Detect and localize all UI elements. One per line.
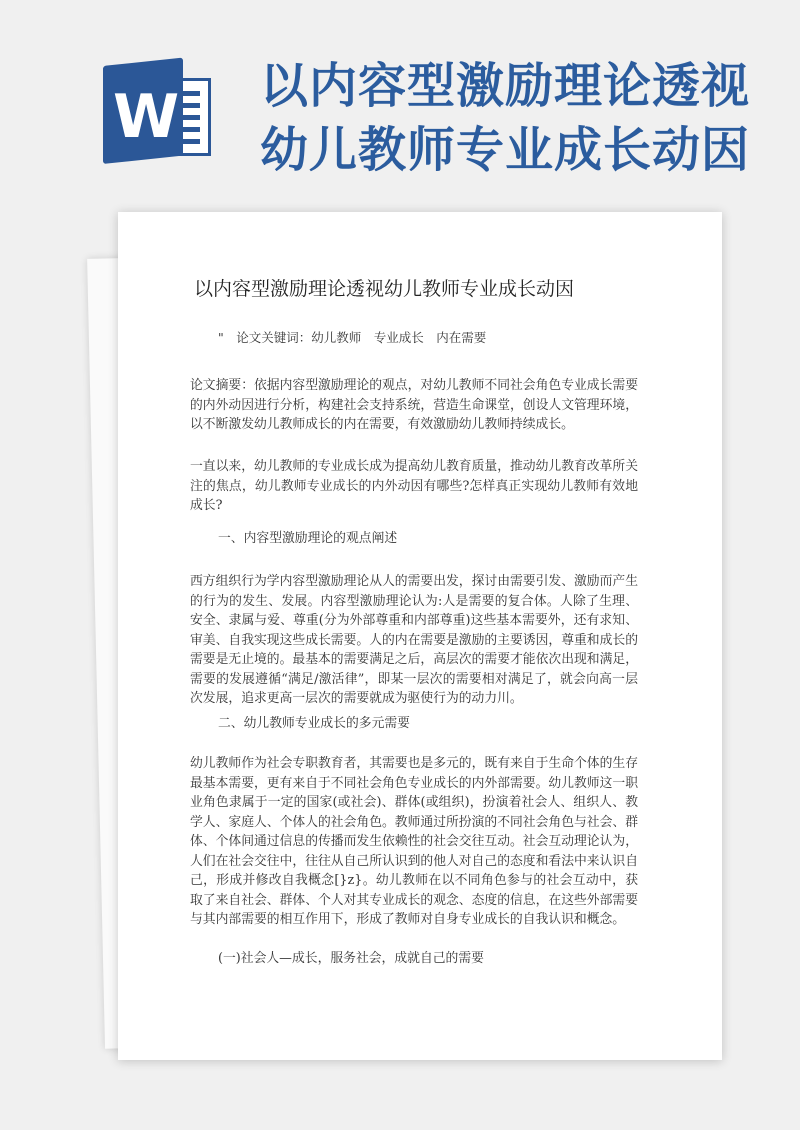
- intro-paragraph: 一直以来，幼儿教师的专业成长成为提高幼儿教育质量，推动幼儿教育改革所关注的焦点，幼儿教师专业成长的内外动因有哪些?怎样真正实现幼儿教师有效地成长?: [190, 459, 638, 513]
- word-letter: W: [113, 82, 180, 152]
- section-2-paragraph: 幼儿教师作为社会专职教育者，其需要也是多元的，既有来自于生命个体的生存最基本需要，更有来自于不同社会角色专业成长的内外部需要。幼儿教师这一职业角色隶属于一定的国家(或社会)、群体(或组织)，扮演着社会人、组织人、教学人、家庭人、个体人的社会角色。教师通过所扮演的不同社会角色与社会、群体、个体间通过信息的传播而发生依赖性的社会交往互动。社会互动理论认为，人们在社会交往中，往往从自己所认识到的他人对自己的态度和看法中来认识自己，形成并修改自我概念[}z}。幼儿教师在以不同角色参与的社会互动中，获取了来自社会、群体、个人对其专业成长的观念、态度的信息，在这些外部需要与其内部需要的相互作用下，形成了教师对自身专业成长的自我认识和概念。: [190, 756, 638, 927]
- section-heading-2: 二、幼儿教师专业成长的多元需要: [218, 716, 410, 731]
- header-banner: [0, 0, 800, 200]
- banner-title-line-1: 以内容型激励理论透视: [260, 58, 751, 114]
- subsection-heading-1: (一)社会人—成长，服务社会，成就自己的需要: [218, 951, 484, 966]
- banner-title-line-2: 幼儿教师专业成长动因: [260, 122, 751, 178]
- section-heading-1: 一、内容型激励理论的观点阐述: [218, 531, 398, 546]
- banner-title: [260, 54, 780, 182]
- document-title: 以内容型激励理论透视幼儿教师专业成长动因: [194, 278, 575, 300]
- section-1-paragraph: 西方组织行为学内容型激励理论从人的需要出发，探讨由需要引发、激励而产生的行为的发生、发展。内容型激励理论认为:人是需要的复合体。人除了生理、安全、隶属与爱、尊重(分为外部尊重和内部尊重)这些基本需要外，还有求知、审美、自我实现这些成长需要。人的内在需要是激励的主要诱因，尊重和成长的需要是无止境的。最基本的需要满足之后，高层次的需要才能依次出现和满足，需要的发展遵循“满足/激活律”，即某一层次的需要相对满足了，就会向高一层次发展，追求更高一层次的需要就成为驱使行为的动力川。: [190, 574, 638, 706]
- keywords-line: " 论文关键词：幼儿教师 专业成长 内在需要: [218, 330, 487, 345]
- abstract-paragraph: 论文摘要：依据内容型激励理论的观点，对幼儿教师不同社会角色专业成长需要的内外动因进行分析，构建社会支持系统，营造生命课堂，创设人文管理环境，以不断激发幼儿教师成长的内在需要，有效激励幼儿教师持续成长。: [190, 378, 638, 432]
- document-page: [118, 212, 722, 1060]
- word-document-icon: [103, 66, 215, 164]
